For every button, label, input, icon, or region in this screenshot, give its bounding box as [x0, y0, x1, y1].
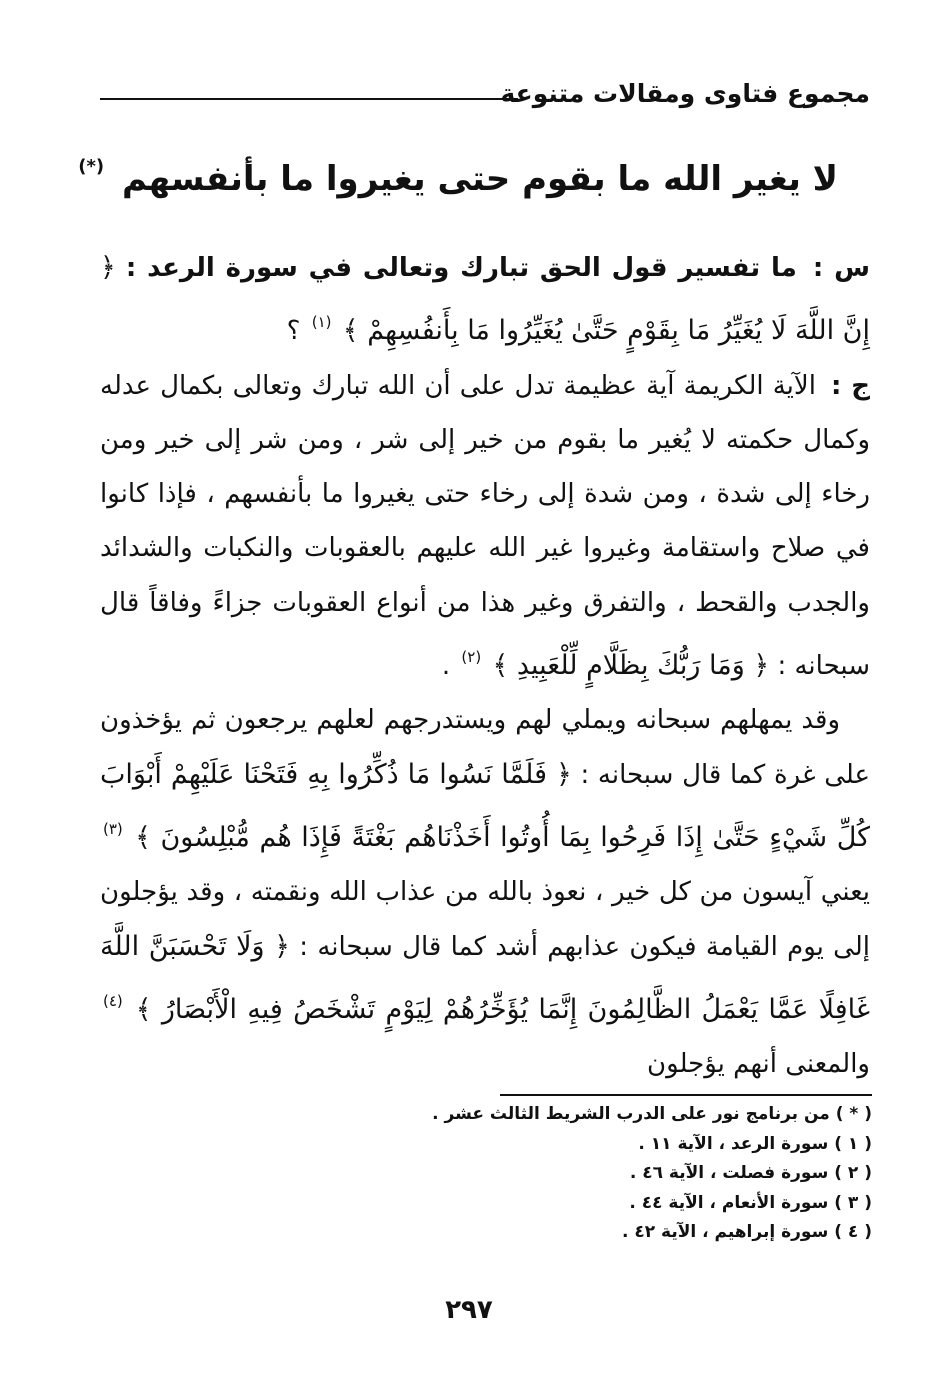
quran-verse: ﴿ وَلَا تَحْسَبَنَّ اللَّهَ غَافِلًا عَمَّا يَعْمَلُ الظَّالِمُونَ إِنَّمَا يُؤَخِّرُهُمْ لِيَوْمٍ تَشْخَصُ فِيهِ الْأَبْصَارُ ﴾ [100, 930, 871, 1025]
second-paragraph [100, 693, 870, 1091]
footnote-item: ( ٤ ) سورة إبراهيم ، الآية ٤٢ . [621, 1222, 872, 1242]
footnote-item: ( ٢ ) سورة فصلت ، الآية ٤٦ . [629, 1163, 872, 1183]
question-paragraph [100, 241, 870, 359]
question-end: ؟ [286, 316, 301, 347]
answer-text: الآية الكريمة آية عظيمة تدل على أن الله تبارك وتعالى بكمال عدله وكمال حكمته لا يُغير ما بقوم من خير إلى شر ، ومن شر إلى خير ومن رخاء إلى شدة ، ومن شدة إلى رخاء حتى يغيروا ما بأنفسهم ، فإذا كانوا في صلاح واستقامة وغيروا غير الله عليهم بالعقوبات والنكبات والشدائد والجدب والقحط ، والتفرق وغير هذا من أنواع العقوبات جزاءً وفاقاً قال سبحانه : [100, 370, 870, 682]
footnote-ref: (١) [311, 313, 332, 332]
question-lead: س : [812, 253, 871, 283]
footnote-item: ( ١ ) سورة الرعد ، الآية ١١ . [638, 1133, 872, 1154]
paragraph-text: والمعنى أنهم يؤجلون [647, 1049, 870, 1080]
footnote-item: ( * ) من برنامج نور على الدرب الشريط الثالث عشر . [432, 1104, 872, 1124]
footnote-item: ( ٣ ) سورة الأنعام ، الآية ٤٤ . [629, 1192, 872, 1213]
answer-paragraph [100, 359, 870, 694]
paragraph-text: يعني آيسون من كل خير ، نعوذ بالله من عذاب الله ونقمته ، وقد يؤجلون إلى يوم القيامة فيكون عذابهم أشد كما قال سبحانه : [100, 877, 870, 962]
footnotes [372, 1100, 872, 1248]
fatwa-title-text: لا يغير الله ما بقوم حتى يغيروا ما بأنفسهم [121, 159, 838, 199]
title-footnote-marker: (*) [78, 156, 105, 177]
paragraph-text: وقد يمهلهم سبحانه ويملي لهم ويستدرجهم لعلهم يرجعون ثم يؤخذون على غرة كما قال سبحانه : [100, 705, 871, 790]
footnote-ref: (٢) [461, 648, 482, 667]
footnote-ref: (٤) [103, 991, 123, 1010]
fatwa-title [78, 140, 838, 206]
question-text: ما تفسير قول الحق تبارك وتعالى في سورة الرعد : [125, 253, 797, 283]
footnote-ref: (٣) [103, 819, 123, 838]
body-text [100, 241, 870, 1091]
page-number: ٢٩٧ [445, 1295, 493, 1325]
quran-verse: ﴿ فَلَمَّا نَسُوا مَا ذُكِّرُوا بِهِ فَتَحْنَا عَلَيْهِمْ أَبْوَابَ كُلِّ شَيْءٍ حَتَّىٰ إِذَا فَرِحُوا بِمَا أُوتُوا أَخَذْنَاهُم بَغْتَةً فَإِذَا هُم مُّبْلِسُونَ ﴾ [100, 758, 871, 853]
answer-end: . [441, 651, 451, 682]
footnote-rule [500, 1094, 872, 1096]
running-header: مجموع فتاوى ومقالات متنوعة [500, 79, 870, 108]
quran-verse: ﴿ وَمَا رَبُّكَ بِظَلَّامٍ لِّلْعَبِيدِ ﴾ [492, 650, 770, 682]
quran-verse: ﴿ إِنَّ اللَّهَ لَا يُغَيِّرُ مَا بِقَوْمٍ حَتَّىٰ يُغَيِّرُوا مَا بِأَنفُسِهِمْ ﴾ [100, 252, 870, 347]
header-rule [100, 98, 518, 100]
answer-lead: ج : [831, 370, 871, 401]
